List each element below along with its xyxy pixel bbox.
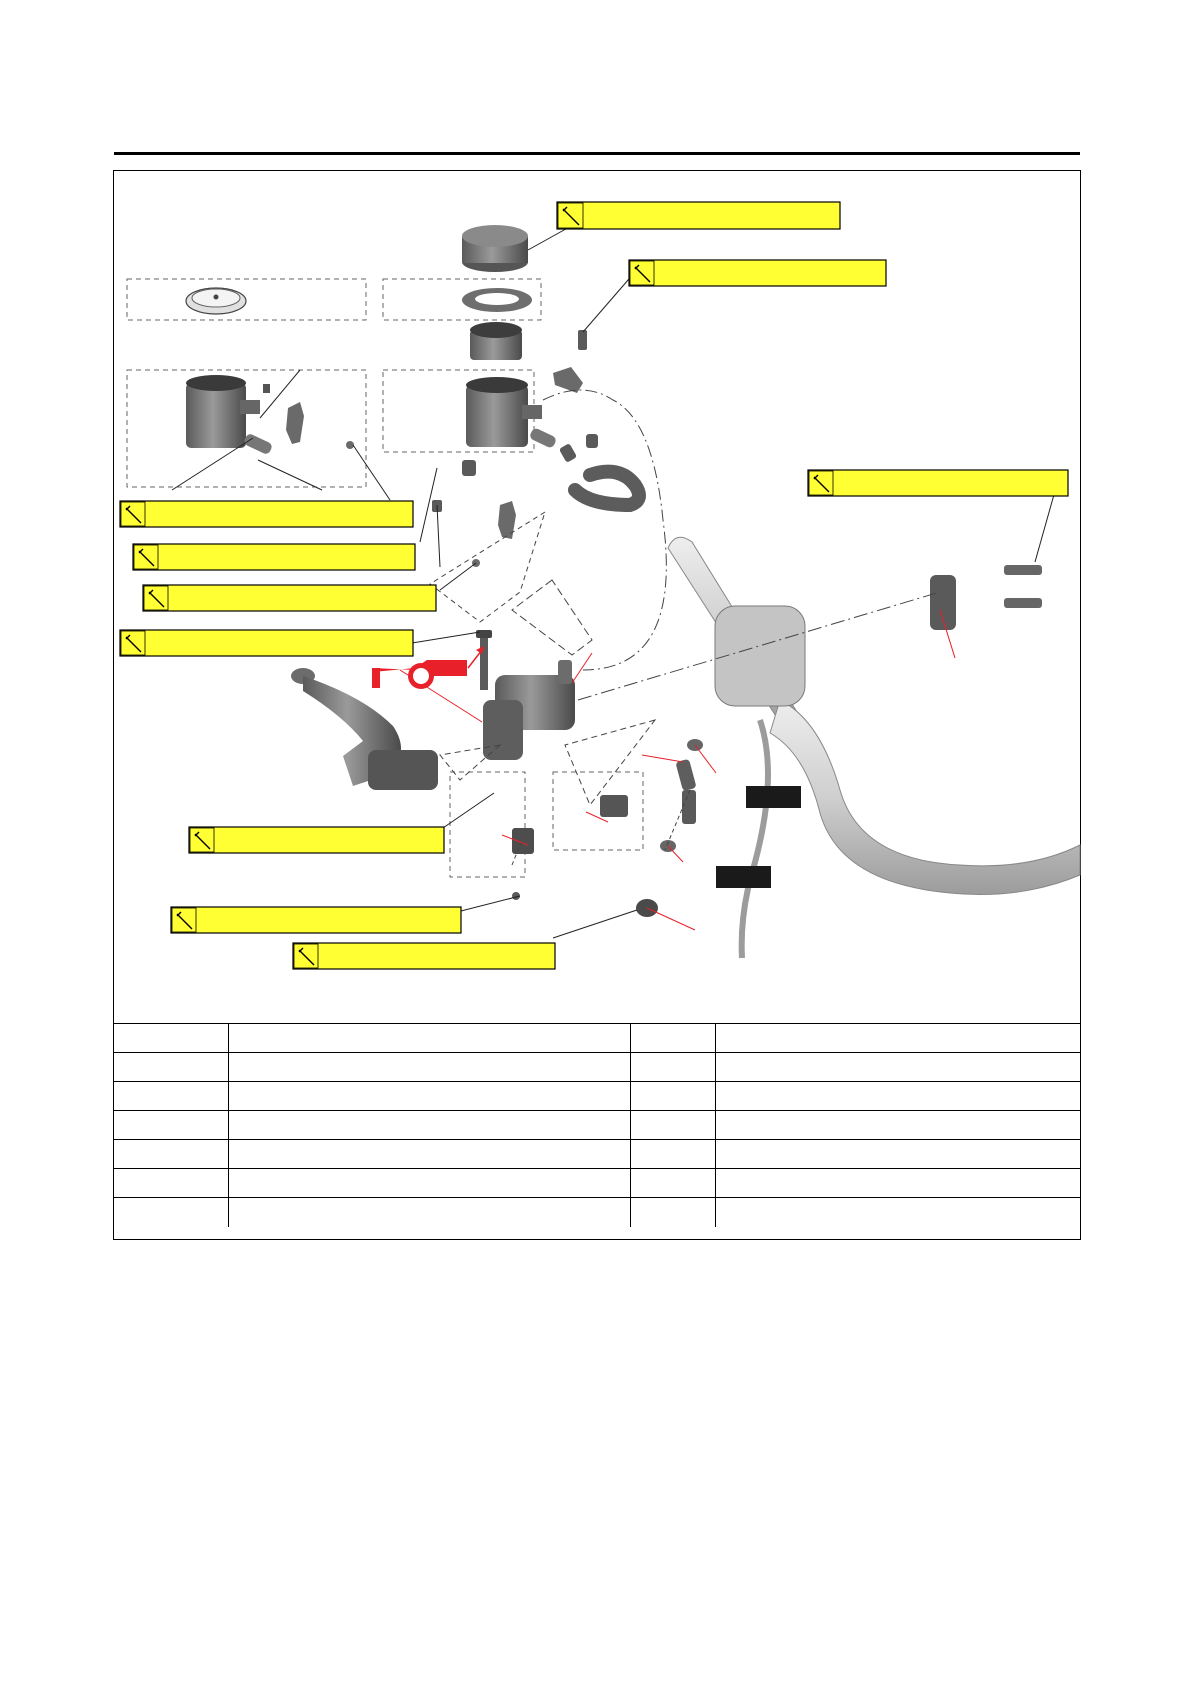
torque-label-5 — [133, 544, 415, 570]
torque-label-3 — [808, 470, 1068, 496]
diaphragm — [462, 288, 532, 312]
table-cell — [630, 1024, 715, 1053]
table-cell — [715, 1169, 1081, 1198]
brake-fluid-reservoir — [466, 377, 557, 449]
table-row — [113, 1111, 1081, 1140]
table-row — [113, 1198, 1081, 1227]
torque-label-2 — [629, 260, 886, 286]
master-cylinder-clamp — [930, 565, 1042, 630]
table-cell — [228, 1198, 630, 1227]
torque-label-10 — [293, 943, 555, 969]
reservoir-hose — [575, 472, 639, 505]
table-cell — [113, 1169, 228, 1198]
table-cell — [113, 1140, 228, 1169]
table-cell — [113, 1024, 228, 1053]
table-cell — [715, 1140, 1081, 1169]
reservoir-variant-left — [186, 375, 273, 455]
table-cell — [630, 1169, 715, 1198]
table-cell — [630, 1053, 715, 1082]
torque-label-4 — [120, 501, 413, 527]
table-cell — [228, 1053, 630, 1082]
table-cell — [228, 1082, 630, 1111]
table-cell — [113, 1082, 228, 1111]
cap-variant-left — [186, 288, 246, 314]
table-cell — [715, 1082, 1081, 1111]
table-cell — [228, 1024, 630, 1053]
table-cell — [228, 1111, 630, 1140]
table-cell — [715, 1198, 1081, 1227]
torque-label-8 — [189, 827, 444, 853]
table-cell — [715, 1111, 1081, 1140]
table-row — [113, 1082, 1081, 1111]
table-cell — [630, 1198, 715, 1227]
master-cylinder — [483, 660, 575, 760]
table-row — [113, 1024, 1081, 1053]
table-cell — [228, 1169, 630, 1198]
diaphragm-holder — [470, 322, 522, 360]
table-cell — [630, 1140, 715, 1169]
lever-pivot-bolt — [476, 630, 492, 690]
table-cell — [630, 1082, 715, 1111]
reservoir-brackets — [286, 367, 583, 567]
table-row — [113, 1053, 1081, 1082]
parts-table — [113, 1023, 1081, 1227]
table-row — [113, 1140, 1081, 1169]
table-cell — [113, 1111, 228, 1140]
torque-label-1 — [557, 202, 840, 229]
table-cell — [715, 1053, 1081, 1082]
table-cell — [113, 1198, 228, 1227]
torque-label-6 — [143, 585, 436, 611]
front-brake-light-switch — [512, 795, 628, 854]
table-cell — [228, 1140, 630, 1169]
table-cell — [630, 1111, 715, 1140]
reservoir-cap — [462, 225, 528, 272]
table-cell — [715, 1024, 1081, 1053]
torque-label-9 — [171, 907, 461, 933]
table-cell — [113, 1053, 228, 1082]
union-bolt-and-banjo — [512, 739, 703, 917]
torque-label-7 — [120, 630, 413, 656]
table-row — [113, 1169, 1081, 1198]
